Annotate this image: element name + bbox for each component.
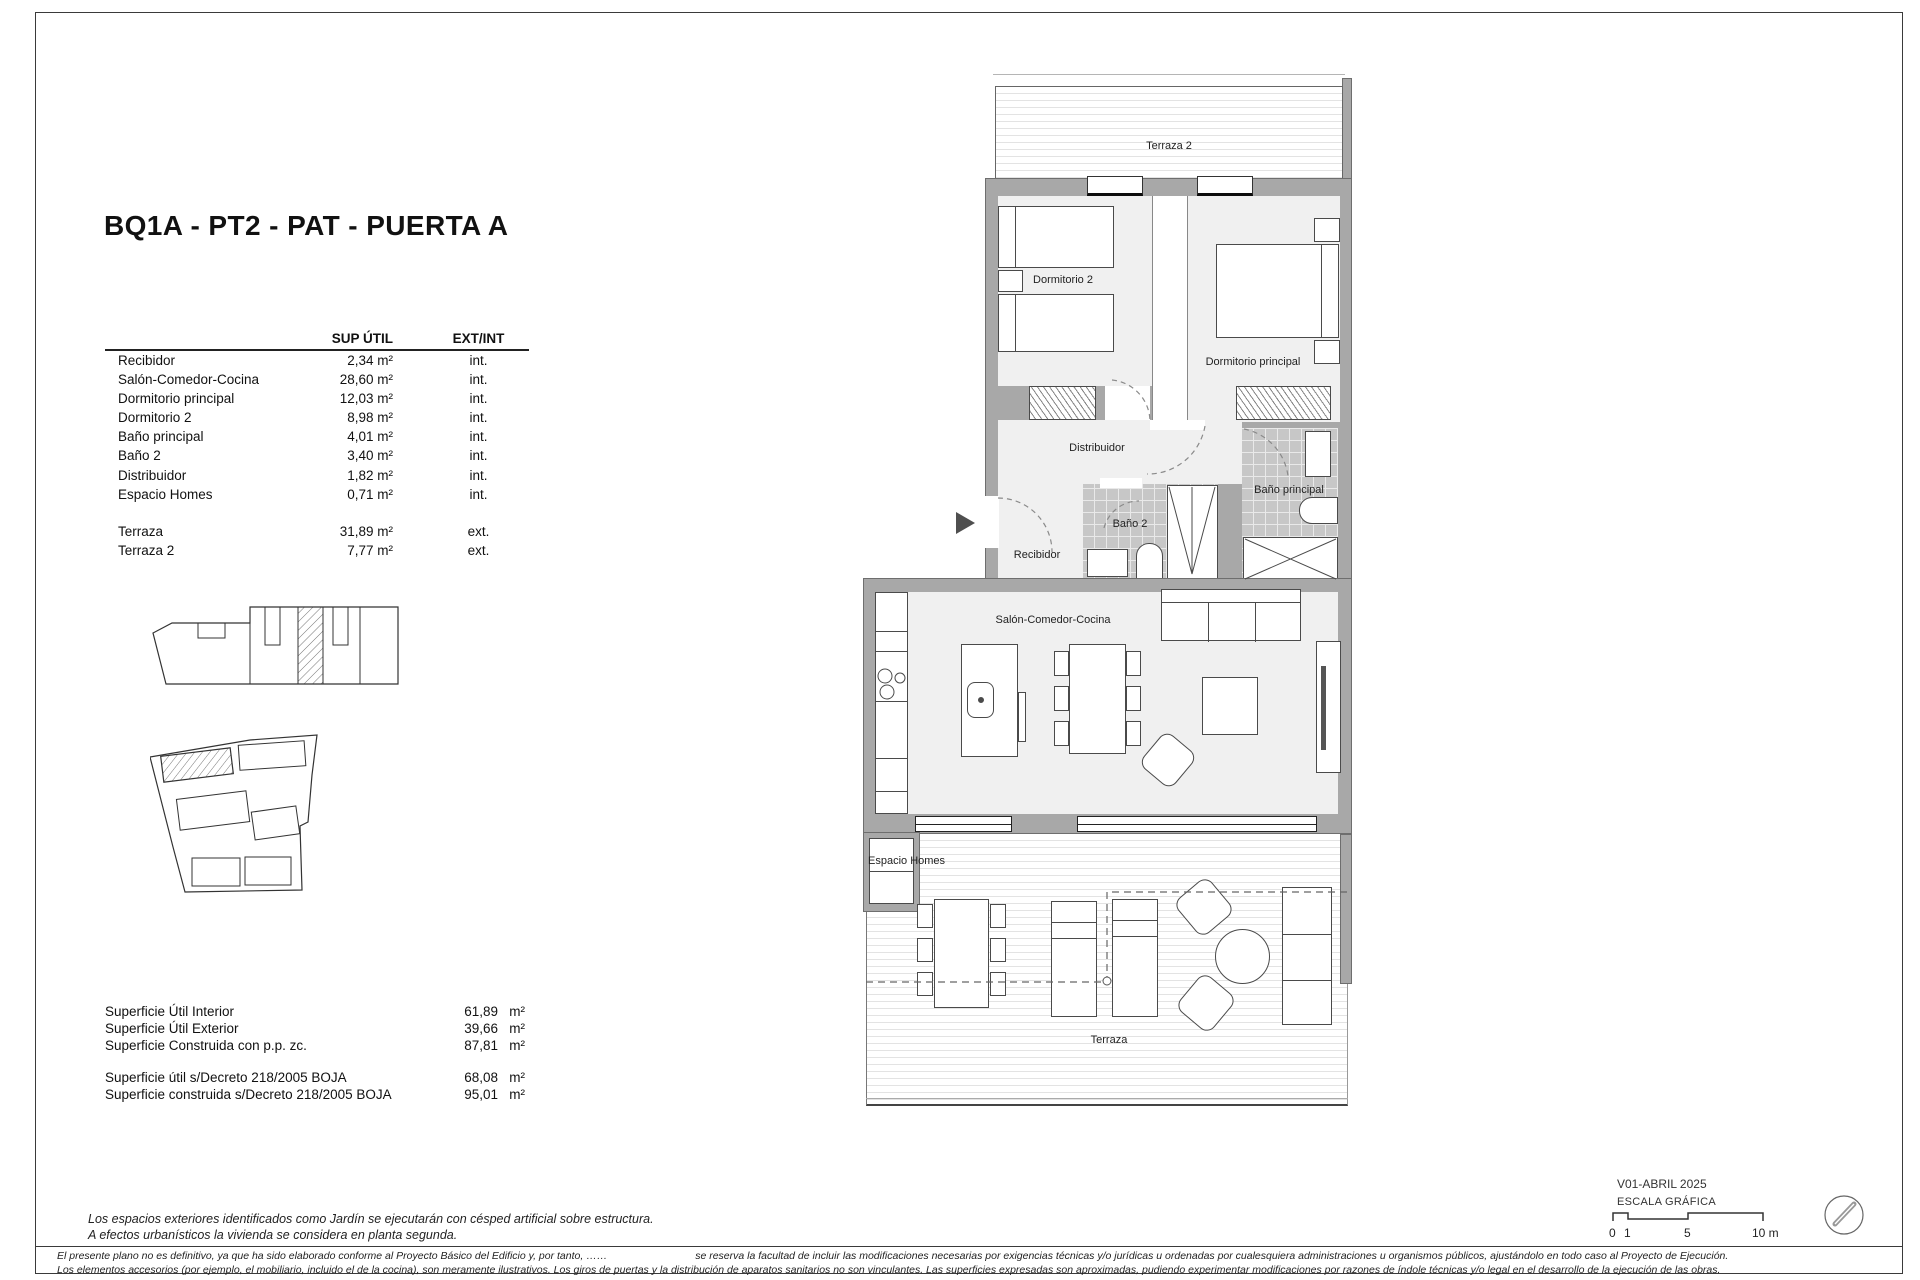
room-label-terraza: Terraza	[1090, 1034, 1128, 1046]
chair	[1126, 651, 1141, 676]
summary-row: Superficie Útil Interior 61,89 m²	[105, 1004, 525, 1019]
surface-summary	[105, 1003, 525, 1103]
chair	[1126, 721, 1141, 746]
bathtub	[1243, 537, 1338, 582]
note-line: Los espacios exteriores identificados como Jardín se ejecutarán con césped artificial sobre estructura.	[88, 1212, 654, 1226]
sun-lounger	[1112, 899, 1158, 1017]
room-label-bano-2: Baño 2	[1112, 518, 1148, 530]
round-table	[1215, 929, 1270, 984]
room-recibidor	[998, 484, 1083, 584]
dining-table	[1069, 644, 1126, 754]
espacio-homes-closet	[869, 838, 914, 904]
bed-single	[998, 294, 1114, 352]
table-row: Terraza 2 7,77 m² ext.	[118, 542, 490, 558]
nightstand	[998, 270, 1023, 292]
room-label-bano-principal: Baño principal	[1254, 484, 1324, 496]
footer-divider	[35, 1246, 1903, 1247]
shower	[1167, 485, 1218, 581]
note-line: A efectos urbanísticos la vivienda se considera en planta segunda.	[88, 1228, 458, 1242]
col-sup-util: SUP ÚTIL	[331, 331, 393, 346]
terrace2-deck	[995, 86, 1343, 182]
sun-lounger	[1051, 901, 1097, 1017]
chair	[1126, 686, 1141, 711]
chair	[917, 904, 933, 928]
table-row: Salón-Comedor-Cocina 28,60 m² int.	[118, 372, 488, 388]
summary-row: Superficie construida s/Decreto 218/2005 BOJA 95,01 m²	[105, 1086, 525, 1102]
wardrobe	[1029, 386, 1096, 420]
door-opening	[1100, 478, 1142, 488]
summary-row: Superficie Útil Exterior 39,66 m²	[105, 1021, 525, 1037]
room-label-dormitorio-2: Dormitorio 2	[1033, 274, 1093, 286]
wardrobe	[1236, 386, 1331, 420]
table-row: Baño principal 4,01 m² int.	[118, 429, 488, 445]
keyplan-site-plan	[150, 730, 325, 900]
window	[1197, 176, 1253, 196]
outdoor-table	[934, 899, 989, 1008]
chair	[1054, 721, 1069, 746]
table-row: Terraza 31,89 m² ext.	[118, 523, 490, 539]
wall	[1340, 834, 1352, 984]
coffee-table	[1202, 677, 1258, 735]
island-sink	[967, 682, 994, 718]
room-label-salon: Salón-Comedor-Cocina	[995, 614, 1111, 626]
notes	[88, 1211, 654, 1243]
door-opening	[1105, 386, 1150, 420]
toilet	[1299, 497, 1338, 524]
keyplan-building-section	[150, 600, 402, 692]
table-row: Dormitorio 2 8,98 m² int.	[118, 410, 488, 426]
compass-icon	[1822, 1193, 1866, 1237]
nightstand	[1314, 218, 1340, 242]
sliding-window	[1077, 816, 1317, 832]
sink	[1305, 431, 1331, 477]
table-row: Baño 2 3,40 m² int.	[118, 448, 488, 464]
tv	[1321, 666, 1326, 750]
nightstand	[1314, 340, 1340, 364]
legal-text	[57, 1250, 1897, 1277]
wall	[1342, 78, 1352, 182]
sofa	[1161, 589, 1301, 641]
chair	[990, 938, 1006, 962]
scale-bar	[1608, 1208, 1778, 1224]
wall-partition	[1152, 196, 1188, 420]
room-label-dormitorio-principal: Dormitorio principal	[1205, 356, 1301, 368]
entry-arrow-icon	[956, 512, 975, 534]
window	[1087, 176, 1143, 196]
door-opening	[1150, 420, 1205, 430]
version-label: V01-ABRIL 2025	[1617, 1177, 1707, 1191]
summary-row: Superficie Construida con p.p. zc. 87,81 m²	[105, 1038, 525, 1054]
col-ext-int: EXT/INT	[452, 331, 505, 346]
chair	[1054, 686, 1069, 711]
sliding-window	[915, 816, 1012, 832]
legal-line-2: Los elementos accesorios (por ejemplo, el mobiliario, incluido el de la cocina), son meramente ilustrativos. Los giros de puertas y la distribución de aparatos sanitarios no son vinculantes. Las superficies expresadas son aproximadas, pudiendo experimentar modificaciones por razones de índole técnicas y/o legal en el desarrollo de la ejecución de las obras.	[57, 1263, 1721, 1276]
bed-single	[998, 206, 1114, 268]
legal-line-1: El presente plano no es definitivo, ya que ha sido elaborado conforme al Proyecto Básico del Edificio y, por tanto, …… se reserva la facultad de incluir las modificaciones necesarias por exigencias técnicas y/o jurídicas u ordenadas por cualesquiera administraciones u organismos públicos, ajustándolo en todo caso al Proyecto de Ejecución.	[57, 1250, 1729, 1262]
kitchen-cabinets	[875, 592, 908, 814]
bed-double	[1216, 244, 1339, 338]
chair	[917, 938, 933, 962]
table-row: Espacio Homes 0,71 m² int.	[118, 486, 488, 502]
plan-title: BQ1A - PT2 - PAT - PUERTA A	[104, 210, 509, 241]
room-label-terraza-2: Terraza 2	[1146, 140, 1192, 152]
areas-table	[105, 331, 529, 560]
toilet	[1136, 543, 1163, 581]
entry-door-opening	[985, 496, 999, 548]
room-label-distribuidor: Distribuidor	[1069, 442, 1125, 454]
island-stools	[1018, 692, 1026, 742]
chair	[917, 972, 933, 996]
terrace-edge-line	[866, 1098, 1348, 1099]
canopy-line	[993, 74, 1345, 75]
outdoor-sofa	[1282, 887, 1332, 1025]
areas-table-header	[105, 331, 529, 351]
scale-label: ESCALA GRÁFICA	[1617, 1196, 1716, 1208]
chair	[990, 972, 1006, 996]
room-label-espacio-homes: Espacio Homes	[868, 855, 946, 867]
table-row: Recibidor 2,34 m² int.	[118, 353, 488, 368]
summary-row: Superficie útil s/Decreto 218/2005 BOJA 68,08 m²	[105, 1069, 525, 1085]
sink	[1087, 549, 1128, 577]
chair	[990, 904, 1006, 928]
tv-unit	[1316, 641, 1341, 773]
table-row: Distribuidor 1,82 m² int.	[118, 467, 488, 483]
room-label-recibidor: Recibidor	[1013, 549, 1061, 561]
table-row: Dormitorio principal 12,03 m² int.	[118, 391, 488, 407]
chair	[1054, 651, 1069, 676]
